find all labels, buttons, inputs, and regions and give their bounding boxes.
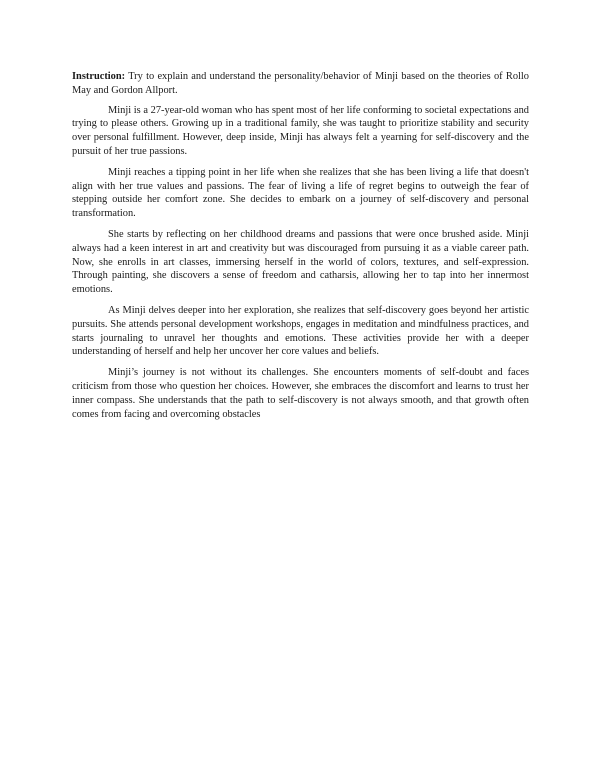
story-paragraph-4: As Minji delves deeper into her exploration, she realizes that self-discovery goes beyond her artistic pursuits. She attends personal development workshops, engages in meditation and mindfulness practices, and starts journaling to unravel her thoughts and emotions. These activities provide her with a deeper understanding of herself and help her uncover her core values and beliefs. <box>72 304 529 358</box>
instruction-text: Try to explain and understand the personality/behavior of Minji based on the theories of Rollo May and Gordon Allport. <box>72 71 529 96</box>
instruction-label: Instruction: <box>72 71 126 82</box>
story-paragraph-3: She starts by reflecting on her childhood dreams and passions that were once brushed aside. Minji always had a keen interest in art and creativity but was discouraged from pursuing it as a viable career path. Now, she enrolls in art classes, immersing herself in the world of colors, textures, and self-expression. Through painting, she discovers a sense of freedom and catharsis, allowing her to tap into her innermost emotions. <box>72 228 529 296</box>
story-paragraph-1: Minji is a 27-year-old woman who has spent most of her life conforming to societal expectations and trying to please others. Growing up in a traditional family, she was taught to prioritize stability and security over personal fulfillment. However, deep inside, Minji has always felt a yearning for self-discovery and the pursuit of her true passions. <box>72 104 529 157</box>
story-paragraph-5: Minji’s journey is not without its challenges. She encounters moments of self-doubt and faces criticism from those who question her choices. However, she embraces the discomfort and learns to trust her inner compass. She understands that the path to self-discovery is not always smooth, and that growth often comes from facing and overcoming obstacles <box>72 367 529 420</box>
instruction-paragraph <box>72 70 529 98</box>
story-paragraph-2: Minji reaches a tipping point in her life when she realizes that she has been living a life that doesn't align with her true values and passions. The fear of living a life of regret begins to outweigh the fear of stepping outside her comfort zone. She decides to embark on a journey of self-discovery and personal transformation. <box>72 166 529 220</box>
document-page <box>72 70 529 428</box>
